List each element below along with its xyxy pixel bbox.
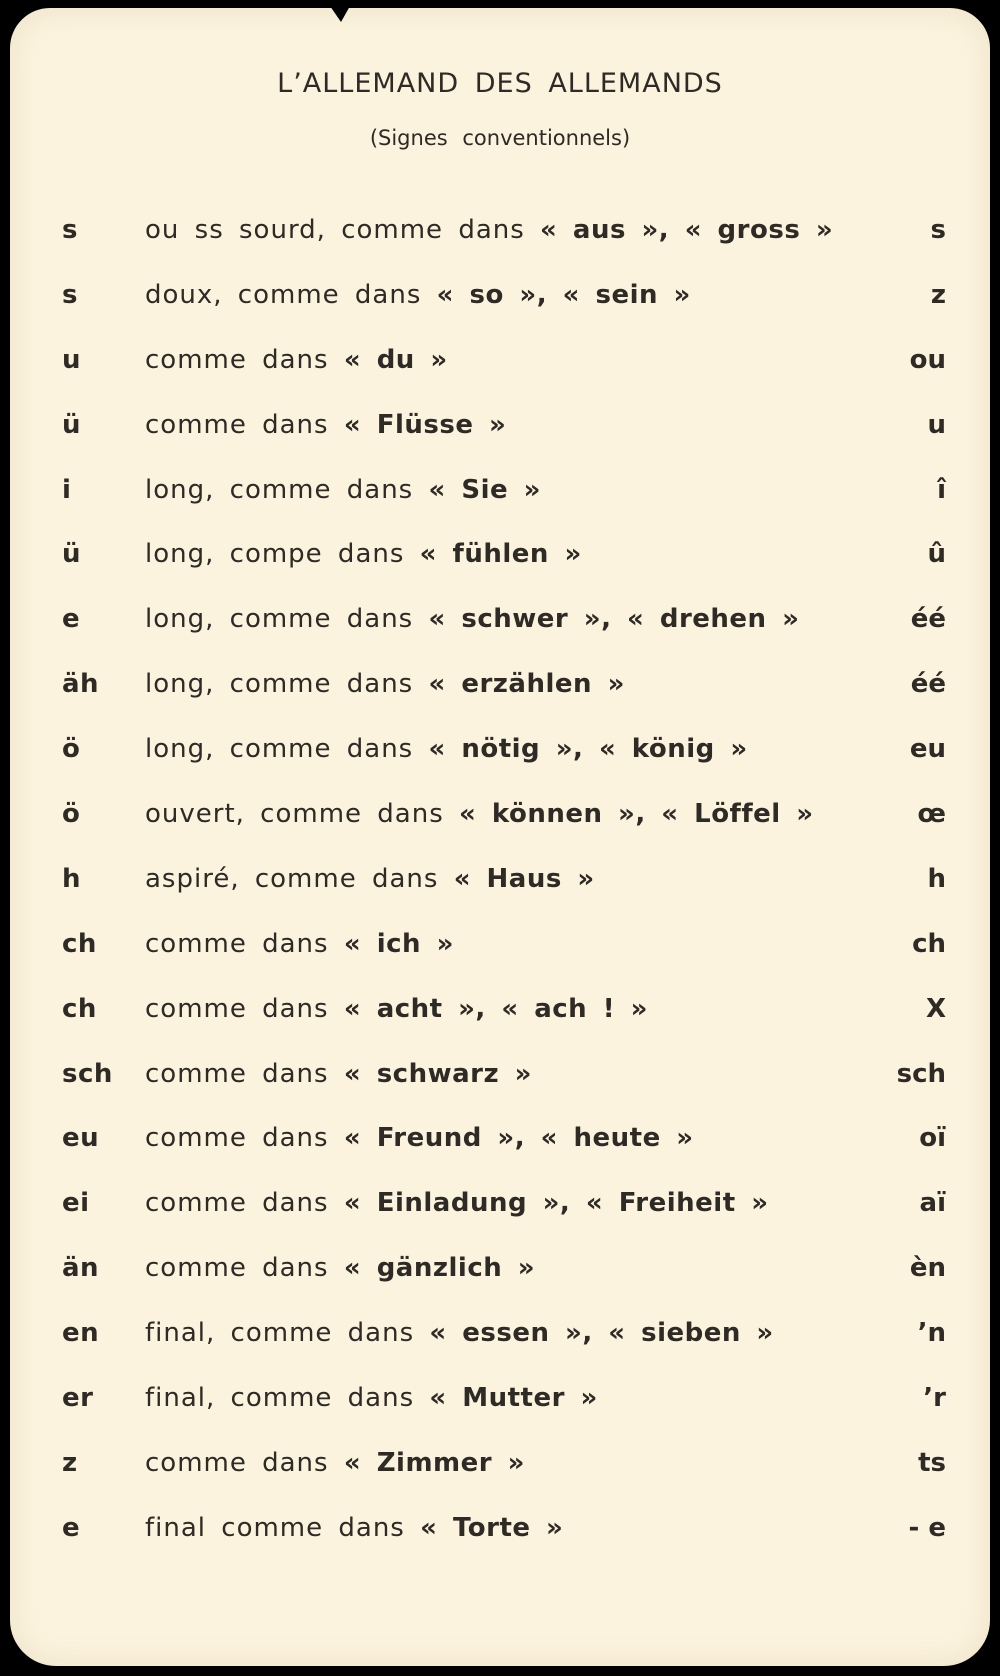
description <box>145 794 814 834</box>
example-words: « Mutter » <box>429 1383 598 1414</box>
description-text: aspiré, comme dans <box>145 863 454 894</box>
description-text: long, comme dans <box>145 669 429 700</box>
description <box>145 1443 525 1483</box>
letter-sign: ö <box>62 734 81 765</box>
description-text: doux, comme dans <box>145 279 437 310</box>
example-words: « acht », « ach ! » <box>343 993 648 1024</box>
table-row <box>10 1378 990 1443</box>
description <box>145 729 748 769</box>
description <box>145 210 833 250</box>
description-text: long, comme dans <box>145 474 429 505</box>
pronunciation: z <box>930 279 946 310</box>
example-words: « nötig », « könig » <box>428 734 748 765</box>
table-row <box>10 1054 990 1119</box>
description-text: comme dans <box>145 1253 344 1284</box>
pronunciation: û <box>927 539 946 570</box>
example-words: « Torte » <box>420 1512 564 1543</box>
table-row <box>10 405 990 470</box>
table-row <box>10 1118 990 1183</box>
letter-sign: i <box>62 474 72 505</box>
card-notch <box>330 8 350 22</box>
table-row <box>10 534 990 599</box>
pronunciation: ou <box>909 344 946 375</box>
example-words: « Sie » <box>428 474 541 505</box>
example-words: « schwarz » <box>343 1058 532 1089</box>
letter-sign: ch <box>62 993 97 1024</box>
pronunciation: h <box>927 863 946 894</box>
description-text: comme dans <box>145 409 344 440</box>
description-text: comme dans <box>145 1447 344 1478</box>
letter-sign: ü <box>62 409 82 440</box>
letter-sign: h <box>62 863 82 894</box>
pronunciation: ch <box>912 928 946 959</box>
letter-sign: ch <box>62 928 97 959</box>
pronunciation: eu <box>909 734 946 765</box>
letter-sign: e <box>62 1512 81 1543</box>
example-words: « ich » <box>343 928 454 959</box>
description <box>145 859 595 899</box>
pronunciation: éé <box>910 604 946 635</box>
description-text: final comme dans <box>145 1512 421 1543</box>
description-text: long, compe dans <box>145 539 420 570</box>
example-words: « fühlen » <box>419 539 582 570</box>
letter-sign: s <box>62 279 78 310</box>
description-text: long, comme dans <box>145 734 429 765</box>
example-words: « du » <box>343 344 448 375</box>
pronunciation: éé <box>910 669 946 700</box>
page-subtitle: (Signes conventionnels) <box>369 126 631 150</box>
table-row <box>10 599 990 664</box>
table-row <box>10 1508 990 1573</box>
pronunciation-table <box>10 210 990 1573</box>
pronunciation: s <box>930 215 946 245</box>
description <box>145 1313 774 1353</box>
letter-sign: en <box>62 1318 100 1349</box>
letter-sign: ö <box>62 799 81 830</box>
description <box>145 405 506 445</box>
description <box>145 664 625 704</box>
table-row <box>10 1248 990 1313</box>
pronunciation: aï <box>919 1188 946 1219</box>
description-text: long, comme dans <box>145 604 429 635</box>
table-row <box>10 210 990 275</box>
description <box>145 1054 532 1094</box>
example-words: « essen », « sieben » <box>429 1318 774 1349</box>
example-words: « so », « sein » <box>436 279 691 310</box>
description <box>145 924 454 964</box>
description-text: comme dans <box>145 344 344 375</box>
table-row <box>10 729 990 794</box>
example-words: « schwer », « drehen » <box>428 604 800 635</box>
description <box>145 1118 694 1158</box>
table-row <box>10 859 990 924</box>
description <box>145 599 799 639</box>
letter-sign: än <box>62 1253 100 1284</box>
letter-sign: z <box>62 1447 78 1478</box>
example-words: « Haus » <box>453 863 595 894</box>
letter-sign: äh <box>62 669 100 700</box>
description-text: comme dans <box>145 993 344 1024</box>
letter-sign: eu <box>62 1123 100 1154</box>
description-text: comme dans <box>145 1058 344 1089</box>
example-words: « können », « Löffel » <box>459 799 814 830</box>
description-text: comme dans <box>145 1123 344 1154</box>
table-row <box>10 664 990 729</box>
example-words: « Einladung », « Freiheit » <box>343 1188 769 1219</box>
example-words: « aus », « gross » <box>540 215 834 245</box>
description-text: comme dans <box>145 1188 344 1219</box>
example-words: « erzählen » <box>428 669 625 700</box>
letter-sign: ü <box>62 539 82 570</box>
pronunciation: ts <box>918 1447 946 1478</box>
pronunciation: î <box>937 474 946 505</box>
table-row <box>10 989 990 1054</box>
table-row <box>10 1183 990 1248</box>
example-words: « Flüsse » <box>343 409 507 440</box>
description-text: ouvert, comme dans <box>145 799 460 830</box>
table-row <box>10 794 990 859</box>
description <box>145 534 582 574</box>
page-title: L’ALLEMAND DES ALLEMANDS <box>277 68 723 99</box>
pronunciation: ’n <box>917 1318 946 1349</box>
description-text: comme dans <box>145 928 344 959</box>
pronunciation: œ <box>917 799 946 830</box>
description <box>145 1508 563 1548</box>
description <box>145 470 541 510</box>
description-text: final, comme dans <box>145 1318 430 1349</box>
letter-sign: e <box>62 604 81 635</box>
example-words: « gänzlich » <box>343 1253 536 1284</box>
table-row <box>10 340 990 405</box>
table-row <box>10 1443 990 1508</box>
description <box>145 989 648 1029</box>
table-row <box>10 470 990 535</box>
example-words: « Zimmer » <box>343 1447 525 1478</box>
letter-sign: er <box>62 1383 94 1414</box>
description <box>145 275 691 315</box>
example-words: « Freund », « heute » <box>343 1123 694 1154</box>
pronunciation: èn <box>909 1253 946 1284</box>
pronunciation: X <box>925 993 946 1024</box>
pronunciation: sch <box>896 1058 946 1089</box>
description <box>145 1248 535 1288</box>
pronunciation: oï <box>919 1123 946 1154</box>
pronunciation-card <box>10 8 990 1666</box>
table-row <box>10 924 990 989</box>
letter-sign: u <box>62 344 82 375</box>
description-text: final, comme dans <box>145 1383 430 1414</box>
pronunciation: ’r <box>923 1383 946 1414</box>
pronunciation: u <box>927 409 946 440</box>
pronunciation: - e <box>908 1512 946 1543</box>
table-row <box>10 275 990 340</box>
description <box>145 340 448 380</box>
description <box>145 1183 769 1223</box>
description <box>145 1378 598 1418</box>
letter-sign: sch <box>62 1058 113 1089</box>
description-text: ou ss sourd, comme dans <box>145 215 541 245</box>
table-row <box>10 1313 990 1378</box>
letter-sign: ei <box>62 1188 90 1219</box>
letter-sign: s <box>62 215 78 245</box>
